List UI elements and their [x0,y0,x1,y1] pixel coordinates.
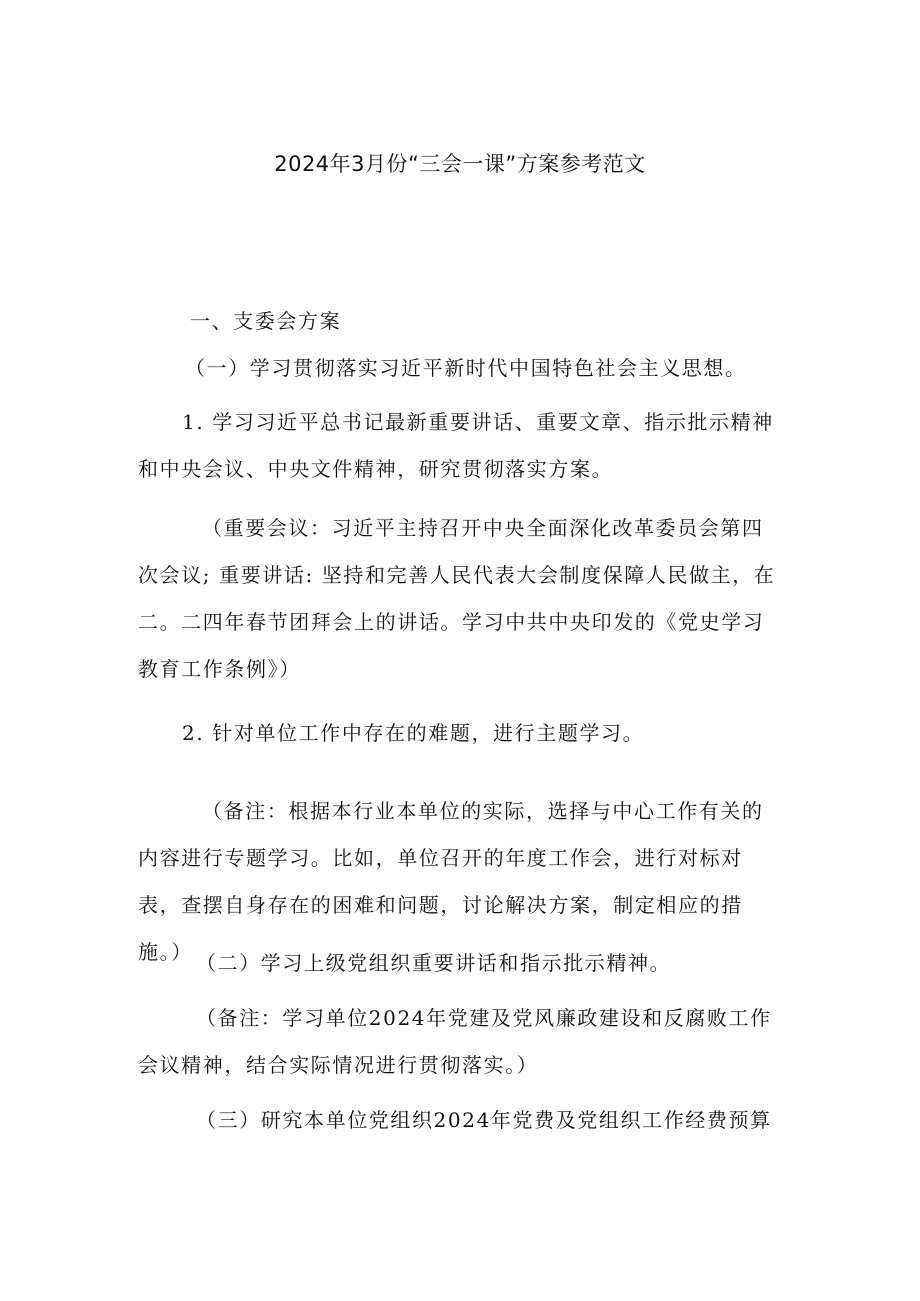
subsection-2-heading: （二）学习上级党组织重要讲话和指示批示精神。 [196,951,672,975]
document-title: 2024年3月份“三会一课”方案参考范文 [274,152,646,176]
note-1-paragraph: （重要会议：习近平主持召开中央全面深化改革委员会第四次会议; 重要讲话: 坚持和完善人民代表大会制度保障人民做主，在二。二四年春节团拜会上的讲话。学习中共中央印发的《党史学习教育工作条例》） [138,516,776,681]
item-1-paragraph: 1. 学习习近平总书记最新重要讲话、重要文章、指示批示精神和中央会议、中央文件精神，研究贯彻落实方案。 [138,410,774,481]
item-2-paragraph: 2. 针对单位工作中存在的难题，进行主题学习。 [182,721,645,745]
note-3-paragraph: （备注：学习单位2024年党建及党风廉政建设和反腐败工作会议精神，结合实际情况进行贯彻落实。） [138,1006,772,1077]
section-heading-zhiweihui: 一、支委会方案 [190,309,342,333]
subsection-1-heading: （一）学习贯彻落实习近平新时代中国特色社会主义思想。 [185,356,747,380]
subsection-3-heading: （三）研究本单位党组织2024年党费及党组织工作经费预算 [196,1108,772,1132]
note-2-paragraph: （备注：根据本行业本单位的实际，选择与中心工作有关的内容进行专题学习。比如，单位召开的年度工作会，进行对标对表，查摆自身存在的困难和问题，讨论解决方案，制定相应的措施。） [138,799,764,964]
